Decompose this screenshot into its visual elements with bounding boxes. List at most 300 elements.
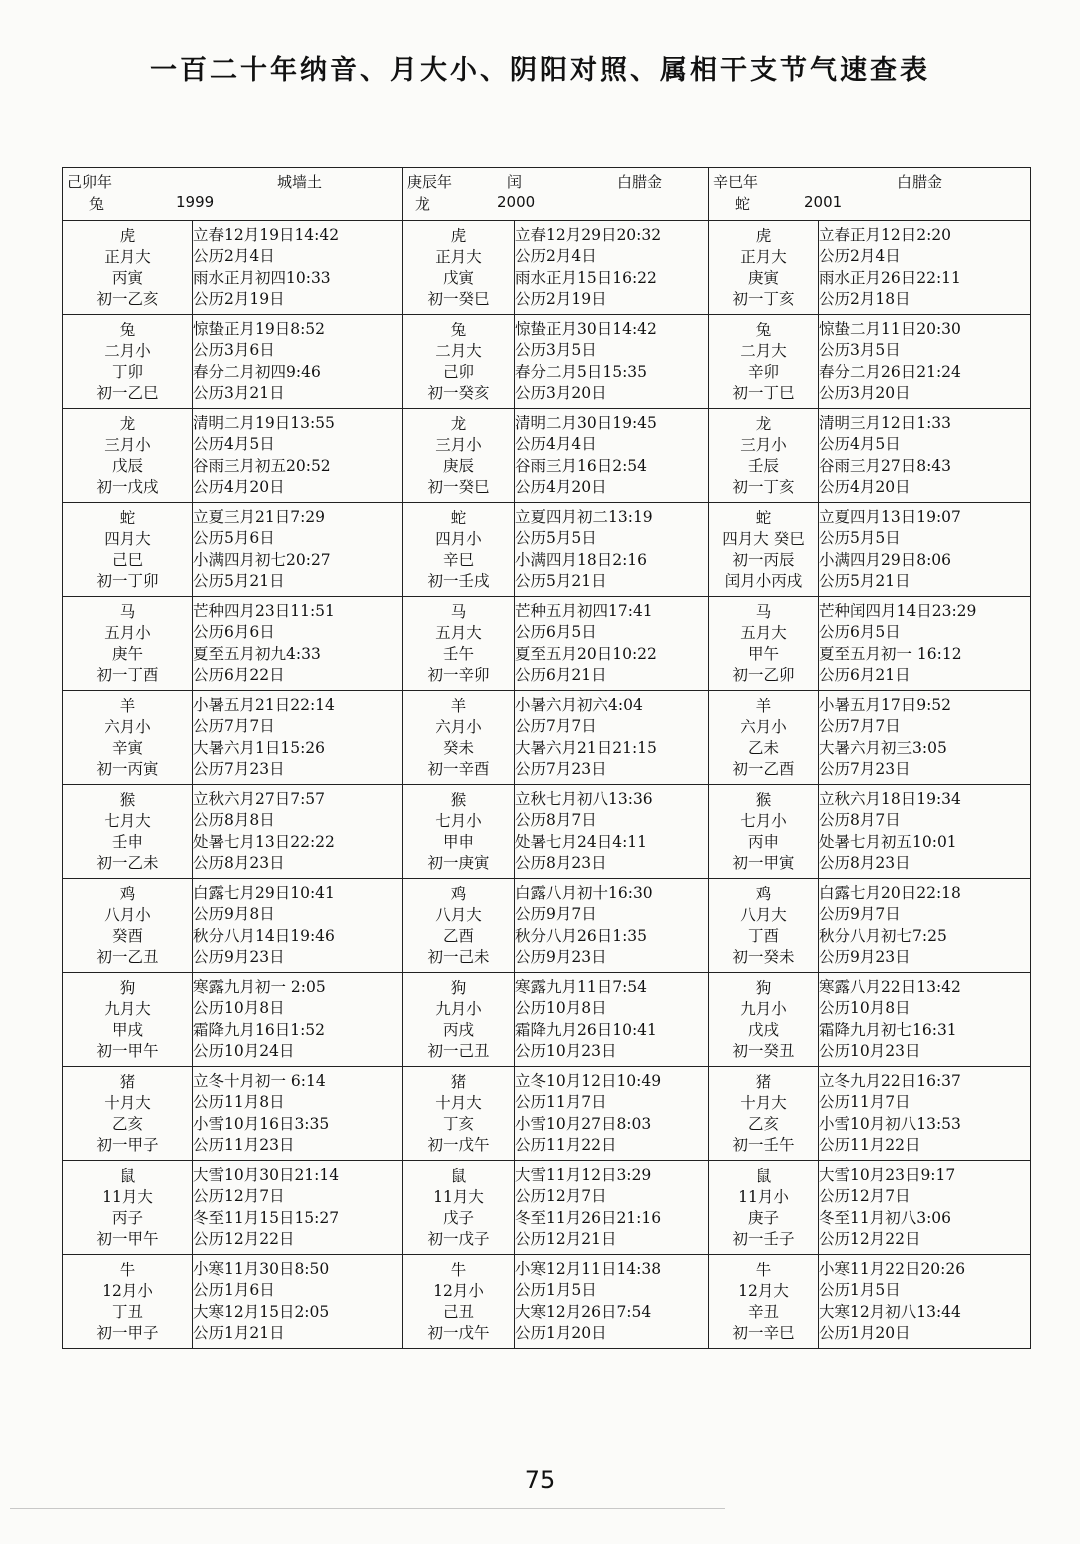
month-info-cell <box>403 1161 515 1255</box>
month-info-line: 初一甲子 <box>96 1135 159 1154</box>
solar-term-line: 公历7月23日 <box>515 760 607 778</box>
month-info-line: 初一辛巳 <box>732 1323 795 1342</box>
solar-term-line: 公历9月8日 <box>193 905 275 923</box>
solar-term-line: 立春12月19日14:42 <box>193 225 340 244</box>
solar-term-line: 公历1月6日 <box>193 1281 275 1299</box>
month-info-line: 六月小 <box>435 717 482 736</box>
solar-term-cell <box>193 879 403 973</box>
solar-term-line: 立春正月12日2:20 <box>819 225 952 244</box>
month-info-line: 丁丑 <box>111 1302 143 1321</box>
solar-term-line: 立夏四月13日19:07 <box>819 507 961 526</box>
solar-term-line: 谷雨三月27日8:43 <box>819 456 952 475</box>
month-info-cell <box>63 879 193 973</box>
table-row <box>63 1067 1031 1161</box>
solar-term-line: 公历7月7日 <box>193 717 275 735</box>
month-info-line: 二月大 <box>740 341 787 360</box>
table-row <box>63 409 1031 503</box>
solar-term-cell <box>193 973 403 1067</box>
solar-term-line: 公历8月23日 <box>193 854 285 872</box>
solar-term-line: 白露八月初十16:30 <box>515 883 653 902</box>
solar-term-cell <box>819 691 1031 785</box>
solar-term-line: 寒露九月初一 2:05 <box>193 977 326 996</box>
month-info-line: 初一戊午 <box>427 1135 490 1154</box>
table-row <box>63 879 1031 973</box>
month-info-line: 辛丑 <box>747 1302 779 1321</box>
month-info-cell <box>709 503 819 597</box>
solar-term-line: 公历10月23日 <box>819 1042 921 1060</box>
solar-term-line: 公历2月4日 <box>819 247 901 265</box>
solar-term-cell <box>819 1067 1031 1161</box>
solar-term-cell <box>819 973 1031 1067</box>
month-info-line: 初一己丑 <box>427 1041 490 1060</box>
solar-term-line: 谷雨三月16日2:54 <box>515 456 648 475</box>
month-info-line: 十月大 <box>740 1093 787 1112</box>
solar-term-line: 公历6月22日 <box>193 666 285 684</box>
month-info-line: 羊 <box>450 696 467 715</box>
solar-term-cell <box>819 315 1031 409</box>
solar-term-line: 小满四月29日8:06 <box>819 550 952 569</box>
month-info-line: 四月大 癸巳 <box>722 529 805 548</box>
month-info-line: 五月大 <box>740 623 787 642</box>
solar-term-line: 立秋七月初八13:36 <box>515 789 653 808</box>
month-info-cell <box>403 1067 515 1161</box>
solar-term-cell <box>193 691 403 785</box>
solar-term-line: 立春12月29日20:32 <box>515 225 662 244</box>
page-title: 一百二十年纳音、月大小、阴阳对照、属相干支节气速查表 <box>150 55 930 86</box>
month-info-cell <box>709 221 819 315</box>
month-info-line: 戊子 <box>442 1208 474 1227</box>
solar-term-line: 公历4月20日 <box>515 478 607 496</box>
month-info-line: 乙未 <box>747 738 779 757</box>
month-info-line: 乙亥 <box>111 1114 143 1133</box>
solar-term-line: 公历2月19日 <box>193 290 285 308</box>
solar-term-line: 公历4月5日 <box>819 435 901 453</box>
solar-term-line: 公历8月23日 <box>515 854 607 872</box>
month-info-cell <box>63 691 193 785</box>
solar-term-line: 芒种四月23日11:51 <box>193 601 335 620</box>
solar-term-line: 公历10月8日 <box>819 999 911 1017</box>
month-info-line: 甲戌 <box>111 1020 143 1039</box>
gregorian-year: 1999 <box>176 193 215 211</box>
solar-term-line: 公历12月7日 <box>515 1187 607 1205</box>
solar-term-line: 秋分八月26日1:35 <box>515 926 648 945</box>
solar-term-line: 寒露八月22日13:42 <box>819 977 961 996</box>
solar-term-line: 公历8月23日 <box>819 854 911 872</box>
month-info-line: 初一壬子 <box>732 1229 795 1248</box>
month-info-line: 四月小 <box>435 529 482 548</box>
month-info-line: 五月大 <box>435 623 482 642</box>
solar-term-line: 惊蛰二月11日20:30 <box>819 319 961 338</box>
month-info-cell <box>709 785 819 879</box>
month-info-line: 牛 <box>755 1260 772 1279</box>
solar-term-line: 公历7月7日 <box>515 717 597 735</box>
solar-term-line: 公历11月23日 <box>193 1136 295 1154</box>
table-row <box>63 785 1031 879</box>
solar-term-line: 公历5月5日 <box>515 529 597 547</box>
solar-term-line: 小寒12月11日14:38 <box>515 1259 662 1278</box>
solar-term-line: 公历3月20日 <box>515 384 607 402</box>
month-info-line: 狗 <box>450 978 467 997</box>
month-info-line: 初一甲午 <box>96 1041 159 1060</box>
month-info-line: 马 <box>755 602 772 621</box>
month-info-line: 猪 <box>450 1072 467 1091</box>
month-info-line: 九月小 <box>740 999 787 1018</box>
solar-term-line: 公历10月24日 <box>193 1042 295 1060</box>
month-info-line: 狗 <box>755 978 772 997</box>
year-header-row <box>63 168 1031 221</box>
solar-term-line: 公历9月23日 <box>819 948 911 966</box>
table-row <box>63 221 1031 315</box>
month-info-line: 初一甲午 <box>96 1229 159 1248</box>
month-info-line: 初一乙巳 <box>96 383 159 402</box>
solar-term-line: 清明二月19日13:55 <box>193 413 335 432</box>
month-info-line: 虎 <box>119 226 136 245</box>
solar-term-line: 立夏四月初二13:19 <box>515 507 653 526</box>
month-info-cell <box>63 785 193 879</box>
table-row <box>63 973 1031 1067</box>
solar-term-line: 雨水正月26日22:11 <box>819 268 961 287</box>
solar-term-line: 公历5月21日 <box>193 572 285 590</box>
month-info-cell <box>63 1161 193 1255</box>
solar-term-line: 公历7月23日 <box>193 760 285 778</box>
solar-term-line: 公历8月7日 <box>515 811 597 829</box>
solar-term-line: 公历5月21日 <box>515 572 607 590</box>
month-info-cell <box>403 597 515 691</box>
month-info-line: 甲午 <box>747 644 779 663</box>
month-info-cell <box>63 597 193 691</box>
month-info-line: 六月小 <box>104 717 151 736</box>
solar-term-line: 公历1月5日 <box>515 1281 597 1299</box>
month-info-line: 三月小 <box>104 435 151 454</box>
solar-term-line: 公历10月8日 <box>515 999 607 1017</box>
solar-term-line: 公历8月7日 <box>819 811 901 829</box>
solar-term-line: 芒种闰四月14日23:29 <box>819 601 977 620</box>
solar-term-cell <box>515 785 709 879</box>
month-info-line: 初一丁亥 <box>732 477 795 496</box>
solar-term-line: 公历12月7日 <box>193 1187 285 1205</box>
month-info-line: 七月小 <box>740 811 787 830</box>
month-info-line: 庚辰 <box>442 456 474 475</box>
solar-term-cell <box>193 785 403 879</box>
month-info-line: 二月小 <box>104 341 151 360</box>
month-info-cell <box>63 1067 193 1161</box>
solar-term-line: 公历4月20日 <box>819 478 911 496</box>
solar-term-line: 小暑六月初六4:04 <box>515 695 643 714</box>
solar-term-line: 霜降九月26日10:41 <box>515 1020 657 1039</box>
solar-term-line: 公历6月5日 <box>515 623 597 641</box>
month-info-line: 11月小 <box>738 1187 789 1206</box>
month-info-line: 八月大 <box>740 905 787 924</box>
month-info-line: 兔 <box>450 320 467 339</box>
month-info-line: 八月小 <box>104 905 151 924</box>
month-info-line: 兔 <box>119 320 136 339</box>
solar-term-line: 雨水正月初四10:33 <box>193 268 331 287</box>
gregorian-year: 2000 <box>497 193 536 211</box>
solar-term-line: 惊蛰正月30日14:42 <box>515 319 657 338</box>
solar-term-line: 公历7月7日 <box>819 717 901 735</box>
solar-term-cell <box>819 1161 1031 1255</box>
solar-term-line: 大暑六月初三3:05 <box>819 738 947 757</box>
solar-term-cell <box>193 221 403 315</box>
solar-term-line: 公历1月5日 <box>819 1281 901 1299</box>
month-info-line: 五月小 <box>104 623 151 642</box>
solar-term-line: 公历9月23日 <box>515 948 607 966</box>
solar-term-line: 公历10月8日 <box>193 999 285 1017</box>
solar-term-line: 小满四月18日2:16 <box>515 550 648 569</box>
nayin-label: 白腊金 <box>897 173 943 191</box>
month-info-cell <box>63 973 193 1067</box>
month-info-line: 初一己未 <box>427 947 490 966</box>
month-info-line: 初一壬午 <box>732 1135 795 1154</box>
scan-edge-line <box>10 1508 725 1509</box>
month-info-line: 鸡 <box>450 884 467 903</box>
month-info-cell <box>63 221 193 315</box>
month-info-line: 牛 <box>119 1260 136 1279</box>
solar-term-line: 公历3月5日 <box>515 341 597 359</box>
month-info-line: 龙 <box>119 414 136 433</box>
solar-term-line: 春分二月26日21:24 <box>819 362 961 381</box>
month-info-line: 马 <box>450 602 467 621</box>
solar-term-line: 冬至11月26日21:16 <box>515 1208 662 1227</box>
solar-term-line: 公历4月4日 <box>515 435 597 453</box>
solar-term-cell <box>515 879 709 973</box>
month-info-line: 虎 <box>755 226 772 245</box>
solar-term-cell <box>515 973 709 1067</box>
month-info-line: 猴 <box>119 790 136 809</box>
month-info-line: 初一乙酉 <box>732 759 795 778</box>
month-info-line: 狗 <box>119 978 136 997</box>
solar-term-line: 大雪11月12日3:29 <box>515 1165 652 1184</box>
solar-term-cell <box>515 597 709 691</box>
month-info-line: 马 <box>119 602 136 621</box>
month-info-line: 虎 <box>450 226 467 245</box>
month-info-line: 初一戊戌 <box>96 477 159 496</box>
month-info-line: 闰月小丙戌 <box>724 571 803 590</box>
month-info-line: 壬辰 <box>747 456 779 475</box>
year-header-cell <box>403 168 709 221</box>
solar-term-line: 公历9月7日 <box>515 905 597 923</box>
month-info-line: 初一辛酉 <box>427 759 490 778</box>
month-info-line: 龙 <box>755 414 772 433</box>
solar-term-cell <box>193 1067 403 1161</box>
solar-term-line: 清明三月12日1:33 <box>819 413 952 432</box>
solar-term-line: 公历5月6日 <box>193 529 275 547</box>
month-info-line: 初一乙卯 <box>732 665 795 684</box>
month-info-line: 鸡 <box>119 884 136 903</box>
month-info-cell <box>63 409 193 503</box>
month-info-line: 蛇 <box>450 508 467 527</box>
month-info-line: 初一癸巳 <box>427 289 490 308</box>
leap-mark: 闰 <box>507 173 523 191</box>
solar-term-line: 公历2月19日 <box>515 290 607 308</box>
month-info-line: 猴 <box>755 790 772 809</box>
solar-term-line: 公历11月22日 <box>515 1136 617 1154</box>
solar-term-line: 霜降九月初七16:31 <box>819 1020 957 1039</box>
solar-term-line: 秋分八月初七7:25 <box>819 926 947 945</box>
solar-term-line: 小雪10月16日3:35 <box>193 1114 330 1133</box>
month-info-line: 七月小 <box>435 811 482 830</box>
month-info-cell <box>709 1255 819 1349</box>
solar-term-line: 处暑七月24日4:11 <box>515 832 648 851</box>
solar-term-line: 公历8月8日 <box>193 811 275 829</box>
nayin-label: 白腊金 <box>617 173 663 191</box>
year-label: 庚辰年 <box>407 173 453 191</box>
solar-term-line: 立秋六月18日19:34 <box>819 789 961 808</box>
month-info-line: 丁酉 <box>747 926 779 945</box>
year-label: 辛巳年 <box>713 173 759 191</box>
solar-term-line: 公历1月20日 <box>515 1324 607 1342</box>
solar-term-line: 公历9月23日 <box>193 948 285 966</box>
month-info-line: 四月大 <box>104 529 151 548</box>
month-info-line: 初一辛卯 <box>427 665 490 684</box>
month-info-line: 辛寅 <box>111 738 143 757</box>
solar-term-line: 公历6月21日 <box>819 666 911 684</box>
solar-term-cell <box>515 503 709 597</box>
solar-term-line: 公历12月22日 <box>193 1230 295 1248</box>
solar-term-cell <box>819 221 1031 315</box>
solar-term-line: 大寒12月26日7:54 <box>515 1302 652 1321</box>
solar-term-cell <box>819 409 1031 503</box>
solar-term-line: 清明二月30日19:45 <box>515 413 657 432</box>
solar-term-line: 公历3月20日 <box>819 384 911 402</box>
solar-term-line: 立冬十月初一 6:14 <box>193 1071 326 1090</box>
month-info-line: 乙亥 <box>747 1114 779 1133</box>
solar-term-line: 大寒12月15日2:05 <box>193 1302 330 1321</box>
solar-term-cell <box>193 409 403 503</box>
year-header-cell <box>63 168 403 221</box>
table-row <box>63 503 1031 597</box>
month-info-line: 己巳 <box>111 550 143 569</box>
month-info-line: 初一丙寅 <box>96 759 159 778</box>
solar-term-line: 小满四月初七20:27 <box>193 550 331 569</box>
solar-term-line: 公历2月18日 <box>819 290 911 308</box>
month-info-line: 戊辰 <box>111 456 143 475</box>
solar-term-line: 小寒11月22日20:26 <box>819 1259 966 1278</box>
month-info-cell <box>63 503 193 597</box>
month-info-line: 初一癸亥 <box>427 383 490 402</box>
month-info-line: 初一癸未 <box>732 947 795 966</box>
solar-term-cell <box>819 503 1031 597</box>
month-info-line: 初一乙丑 <box>96 947 159 966</box>
solar-term-line: 白露七月29日10:41 <box>193 883 335 902</box>
solar-term-line: 公历12月7日 <box>819 1187 911 1205</box>
month-info-line: 龙 <box>450 414 467 433</box>
table-row <box>63 315 1031 409</box>
month-info-line: 甲申 <box>442 832 474 851</box>
solar-term-line: 霜降九月16日1:52 <box>193 1020 326 1039</box>
solar-term-line: 秋分八月14日19:46 <box>193 926 335 945</box>
month-info-line: 丙子 <box>111 1208 143 1227</box>
solar-term-line: 公历3月21日 <box>193 384 285 402</box>
month-info-cell <box>63 315 193 409</box>
solar-term-cell <box>515 221 709 315</box>
month-info-line: 蛇 <box>119 508 136 527</box>
month-info-line: 己丑 <box>442 1302 474 1321</box>
solar-term-cell <box>515 1161 709 1255</box>
solar-term-line: 雨水正月15日16:22 <box>515 268 657 287</box>
zodiac-label: 蛇 <box>735 195 751 213</box>
month-info-line: 初一丁酉 <box>96 665 159 684</box>
solar-term-line: 公历3月6日 <box>193 341 275 359</box>
month-info-line: 壬午 <box>442 644 474 663</box>
month-info-cell <box>403 221 515 315</box>
month-info-line: 三月小 <box>740 435 787 454</box>
month-info-cell <box>63 1255 193 1349</box>
month-info-cell <box>709 1161 819 1255</box>
year-header <box>709 168 1030 220</box>
solar-term-line: 夏至五月初九4:33 <box>193 644 321 663</box>
month-info-line: 庚午 <box>111 644 143 663</box>
solar-term-line: 处暑七月初五10:01 <box>819 832 957 851</box>
solar-term-line: 大雪10月30日21:14 <box>193 1165 340 1184</box>
solar-term-line: 芒种五月初四17:41 <box>515 601 653 620</box>
solar-term-line: 公历11月7日 <box>515 1093 607 1111</box>
solar-term-line: 小暑五月17日9:52 <box>819 695 952 714</box>
month-info-cell <box>709 409 819 503</box>
solar-term-line: 大暑六月21日21:15 <box>515 738 657 757</box>
solar-term-line: 公历5月5日 <box>819 529 901 547</box>
solar-term-line: 公历10月23日 <box>515 1042 617 1060</box>
month-info-cell <box>403 409 515 503</box>
solar-term-line: 冬至11月初八3:06 <box>819 1208 952 1227</box>
month-info-line: 鼠 <box>755 1166 772 1185</box>
solar-term-line: 公历6月21日 <box>515 666 607 684</box>
solar-term-line: 小暑五月21日22:14 <box>193 695 335 714</box>
year-label: 己卯年 <box>67 173 113 191</box>
month-info-line: 乙酉 <box>442 926 474 945</box>
solar-term-line: 公历6月5日 <box>819 623 901 641</box>
solar-term-line: 公历11月8日 <box>193 1093 285 1111</box>
month-info-line: 初一癸巳 <box>427 477 490 496</box>
month-info-line: 十月大 <box>435 1093 482 1112</box>
solar-term-line: 立夏三月21日7:29 <box>193 507 326 526</box>
solar-term-line: 冬至11月15日15:27 <box>193 1208 340 1227</box>
solar-term-line: 夏至五月20日10:22 <box>515 644 657 663</box>
month-info-line: 正月大 <box>435 247 482 266</box>
month-info-cell <box>709 597 819 691</box>
year-header-cell <box>709 168 1031 221</box>
month-info-line: 九月大 <box>104 999 151 1018</box>
month-info-line: 11月大 <box>433 1187 484 1206</box>
month-info-line: 鸡 <box>755 884 772 903</box>
solar-term-cell <box>515 1255 709 1349</box>
solar-term-line: 白露七月20日22:18 <box>819 883 961 902</box>
month-info-line: 丙申 <box>747 832 779 851</box>
month-info-line: 12月小 <box>102 1281 153 1300</box>
month-info-line: 八月大 <box>435 905 482 924</box>
month-info-cell <box>403 691 515 785</box>
solar-term-line: 寒露九月11日7:54 <box>515 977 648 996</box>
month-info-line: 二月大 <box>435 341 482 360</box>
month-info-line: 辛卯 <box>747 362 779 381</box>
zodiac-label: 龙 <box>415 195 431 213</box>
solar-term-line: 小雪10月27日8:03 <box>515 1114 652 1133</box>
zodiac-label: 兔 <box>89 195 105 213</box>
month-info-line: 初一丙辰 <box>732 550 795 569</box>
month-info-line: 七月大 <box>104 811 151 830</box>
month-info-cell <box>709 879 819 973</box>
month-info-cell <box>709 315 819 409</box>
solar-term-line: 春分二月5日15:35 <box>515 362 648 381</box>
month-info-line: 壬申 <box>111 832 143 851</box>
month-info-line: 初一甲子 <box>96 1323 159 1342</box>
month-info-line: 鼠 <box>450 1166 467 1185</box>
solar-term-cell <box>515 1067 709 1161</box>
solar-term-cell <box>819 1255 1031 1349</box>
solar-term-cell <box>193 503 403 597</box>
solar-term-line: 大雪10月23日9:17 <box>819 1165 956 1184</box>
month-info-line: 丙寅 <box>111 268 143 287</box>
